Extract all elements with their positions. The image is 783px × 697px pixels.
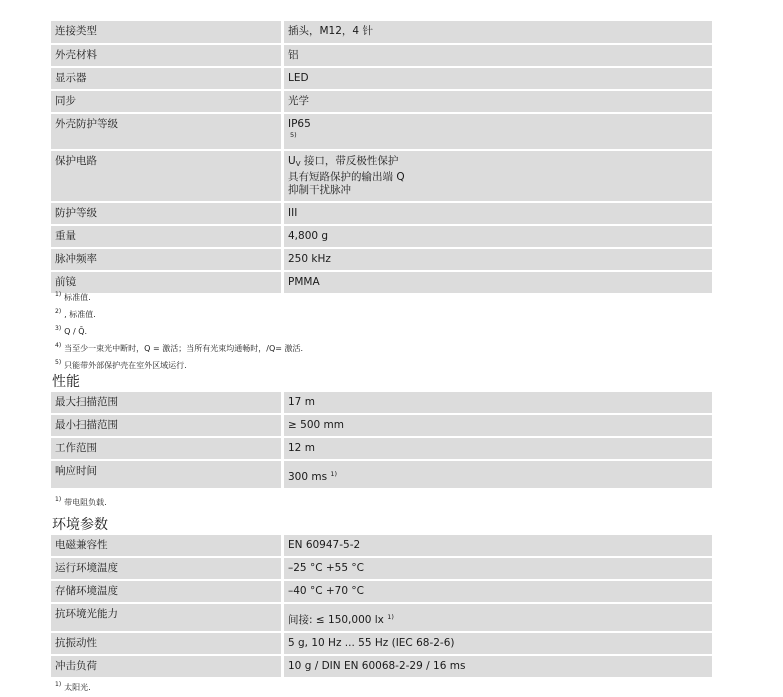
- table-row: [51, 21, 712, 43]
- table-row: [51, 459, 712, 488]
- row-key: 外壳防护等级: [51, 112, 284, 149]
- table-row: [51, 654, 712, 677]
- table-row: [51, 247, 712, 270]
- row-value: 铝: [284, 43, 712, 66]
- row-key: 连接类型: [51, 21, 284, 43]
- row-key: 工作范围: [51, 436, 284, 459]
- footnote: $^{2)}$ , 标准值.: [55, 308, 96, 319]
- row-value: 插头，M12，4 针: [284, 21, 712, 43]
- row-value: LED: [284, 66, 712, 89]
- spec-table-environment: [51, 535, 712, 677]
- row-value: 250 kHz: [284, 247, 712, 270]
- table-row: [51, 112, 712, 149]
- row-value: III: [284, 201, 712, 224]
- spec-table-general: [51, 21, 712, 293]
- footnotes-general: [55, 288, 303, 373]
- row-key: 电磁兼容性: [51, 535, 284, 556]
- section-title-performance: 性能: [52, 374, 80, 390]
- row-value: ≥ 500 mm: [284, 413, 712, 436]
- footnote: $^{4)}$ 当至少一束光中断时，Q = 激活；当所有光束均通畅时，/Q= 激活.: [55, 342, 304, 353]
- row-value: 12 m: [284, 436, 712, 459]
- row-value: 17 m: [284, 392, 712, 413]
- row-key: 运行环境温度: [51, 556, 284, 579]
- row-key: 存储环境温度: [51, 579, 284, 602]
- table-row: [51, 436, 712, 459]
- row-key: 防护等级: [51, 201, 284, 224]
- footnote: $^{3)}$ Q / Q̄.: [55, 325, 88, 336]
- footnote-ref: 5): [290, 131, 297, 139]
- footnote: $^{1)}$ 带电阻负载.: [55, 496, 107, 507]
- row-value: 间接: ≤ 150,000 lx $^{1)}$: [284, 602, 712, 631]
- row-value: EN 60947-5-2: [284, 535, 712, 556]
- table-row: [51, 43, 712, 66]
- row-value: 300 ms $^{1)}$: [284, 459, 712, 488]
- row-key: 冲击负荷: [51, 654, 284, 677]
- section-title-environment: 环境参数: [52, 517, 108, 533]
- table-row: [51, 556, 712, 579]
- row-value: –25 °C +55 °C: [284, 556, 712, 579]
- table-row: [51, 413, 712, 436]
- footnote: $^{5)}$ 只能带外部保护壳在室外区域运行.: [55, 359, 187, 370]
- table-row: [51, 392, 712, 413]
- footnote: $^{1)}$ 太阳光.: [55, 681, 91, 692]
- footnotes-performance: [55, 493, 107, 510]
- row-value: 光学: [284, 89, 712, 112]
- footnote: $^{1)}$ 标准值.: [55, 291, 91, 302]
- row-value: –40 °C +70 °C: [284, 579, 712, 602]
- table-row: [51, 535, 712, 556]
- row-value: 10 g / DIN EN 60068-2-29 / 16 ms: [284, 654, 712, 677]
- row-key: 最小扫描范围: [51, 413, 284, 436]
- row-key: 前镜: [51, 270, 284, 293]
- table-row: [51, 579, 712, 602]
- row-value: 4,800 g: [284, 224, 712, 247]
- row-value: IP65 5): [284, 112, 712, 149]
- table-row: [51, 602, 712, 631]
- row-key: 外壳材料: [51, 43, 284, 66]
- footnotes-environment: [55, 678, 91, 695]
- table-row: [51, 631, 712, 654]
- table-row: [51, 66, 712, 89]
- row-key: 抗环境光能力: [51, 602, 284, 631]
- row-key: 最大扫描范围: [51, 392, 284, 413]
- row-key: 显示器: [51, 66, 284, 89]
- row-key: 同步: [51, 89, 284, 112]
- row-value: 5 g, 10 Hz ... 55 Hz (IEC 68-2-6): [284, 631, 712, 654]
- row-key: 重量: [51, 224, 284, 247]
- row-value: PMMA: [284, 270, 712, 293]
- row-key: 保护电路: [51, 149, 284, 201]
- spec-table-performance: [51, 392, 712, 488]
- row-key: 抗振动性: [51, 631, 284, 654]
- row-key: 脉冲频率: [51, 247, 284, 270]
- row-value: $U_V$ 接口，带反极性保护 具有短路保护的输出端 Q 抑制干扰脉冲: [284, 149, 712, 201]
- table-row: [51, 224, 712, 247]
- table-row: [51, 149, 712, 201]
- table-row: [51, 201, 712, 224]
- table-row: [51, 89, 712, 112]
- row-key: 响应时间: [51, 459, 284, 488]
